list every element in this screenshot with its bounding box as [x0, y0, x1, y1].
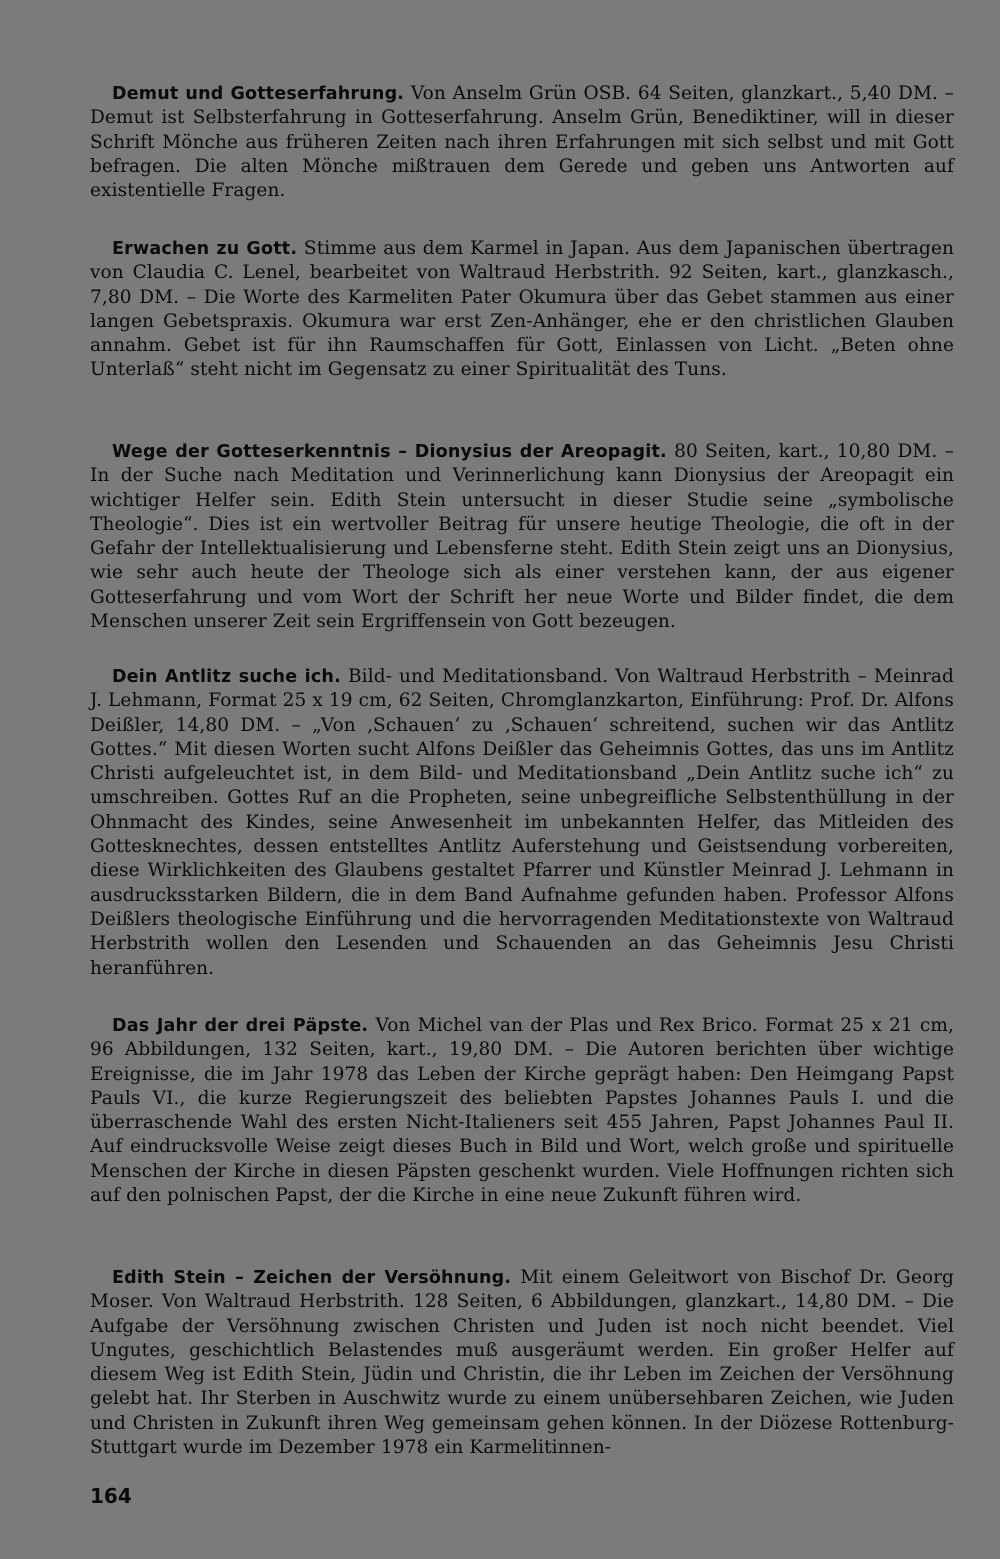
entry-title: Dein Antlitz suche ich. [112, 667, 341, 687]
entry-text: Mit einem Geleitwort von Bischof Dr. Georg Moser. Von Waltraud Herbstrith. 128 Seiten, 6 Abbildungen, glanzkart., 14,80 DM. – Die Aufgabe der Versöhnung zwischen Christen und Juden ist noch nicht beendet. Viel Ungutes, geschichtlich Belastendes muß ausgeräumt werden. Ein großer Helfer auf diesem Weg ist Edith Stein, Jüdin und Christin, die ihr Leben im Zeichen der Versöhnung gelebt hat. Ihr Sterben in Auschwitz wurde zu einem unübersehbaren Zeichen, wie Juden und Christen in Zukunft ihren Weg gemeinsam gehen können. In der Diözese Rottenburg-Stuttgart wurde im Dezember 1978 ein Karmelitinnen- [90, 1267, 954, 1459]
entry-title: Edith Stein – Zeichen der Versöhnung. [112, 1268, 512, 1288]
entry-antlitz [90, 665, 954, 981]
entry-paepste [90, 1014, 954, 1208]
entry-text: Von Michel van der Plas und Rex Brico. Format 25 x 21 cm, 96 Abbildungen, 132 Seiten, kart., 19,80 DM. – Die Autoren berichten über wichtige Ereignisse, die im Jahr 1978 das Leben der Kirche geprägt haben: Den Heimgang Papst Pauls VI., die kurze Regierungszeit des beliebten Papstes Johannes Pauls I. und die überraschende Wahl des ersten Nicht-Italieners seit 455 Jahren, Papst Johannes Paul II. Auf eindrucksvolle Weise zeigt dieses Buch in Bild und Wort, welch große und spirituelle Menschen der Kirche in diesen Päpsten geschenkt wurden. Viele Hoffnungen richten sich auf den polnischen Papst, der die Kirche in eine neue Zukunft führen wird. [90, 1015, 955, 1207]
entry-erwachen [90, 237, 954, 383]
entry-text: 80 Seiten, kart., 10,80 DM. – In der Suche nach Meditation und Verinnerlichung kann Dionysius der Areopagit ein wichtiger Helfer sein. Edith Stein untersucht in dieser Studie seine „symbolische Theologie“. Dies ist ein wertvoller Beitrag für unsere heutige Theologie, die oft in der Gefahr der Intellektualisierung und Lebensferne steht. Edith Stein zeigt uns an Dionysius, wie sehr auch heute der Theologe sich als einer verstehen kann, der aus eigener Gotteserfahrung und vom Wort der Schrift her neue Worte und Bilder findet, die dem Menschen unserer Zeit sein Ergriffensein von Gott bezeugen. [90, 441, 954, 633]
entry-title: Demut und Gotteserfahrung. [112, 84, 405, 104]
entry-title: Wege der Gotteserkenntnis – Dionysius der Areopagit. [112, 442, 667, 462]
entry-edith-stein [90, 1266, 954, 1460]
entry-wege [90, 440, 954, 634]
entry-text: Stimme aus dem Karmel in Japan. Aus dem Japanischen übertragen von Claudia C. Lenel, bearbeitet von Waltraud Herbstrith. 92 Seiten, kart., glanzkasch., 7,80 DM. – Die Worte des Karmeliten Pater Okumura über das Gebet stammen aus einer langen Gebetspraxis. Okumura war erst Zen-Anhänger, ehe er den christlichen Glauben annahm. Gebet ist für ihn Raumschaffen für Gott, Einlassen von Licht. „Beten ohne Unterlaß“ steht nicht im Gegensatz zu einer Spiritualität des Tuns. [90, 238, 955, 381]
page-number: 164 [90, 1484, 132, 1508]
entry-text: Von Anselm Grün OSB. 64 Seiten, glanzkart., 5,40 DM. – Demut ist Selbsterfahrung in Gotteserfahrung. Anselm Grün, Benediktiner, will in dieser Schrift Mönche aus früheren Zeiten nach ihren Erfahrungen mit sich selbst und mit Gott befragen. Die alten Mönche mißtrauen dem Gerede und geben uns Antworten auf existentielle Fragen. [90, 83, 955, 202]
entry-text: Bild- und Meditationsband. Von Waltraud Herbstrith – Meinrad J. Lehmann, Format 25 x 19 cm, 62 Seiten, Chromglanzkarton, Einführung: Prof. Dr. Alfons Deißler, 14,80 DM. – „Von ‚Schauen‘ zu ‚Schauen‘ schreitend, suchen wir das Antlitz Gottes.“ Mit diesen Worten sucht Alfons Deißler das Geheimnis Gottes, das uns im Antlitz Christi aufgeleuchtet ist, in dem Bild- und Meditationsband „Dein Antlitz suche ich“ zu umschreiben. Gottes Ruf an die Propheten, seine unbegreifliche Selbstenthüllung in der Ohnmacht des Kindes, seine Anwesenheit im unbekannten Helfer, das Mitleiden des Gottesknechtes, dessen entstelltes Antlitz Auferstehung und Geistsendung vorbereiten, diese Wirklichkeiten des Glaubens gestaltet Pfarrer und Künstler Meinrad J. Lehmann in ausdrucksstarken Bildern, die in dem Band Aufnahme gefunden haben. Professor Alfons Deißlers theologische Einführung und die hervorragenden Meditationstexte von Waltraud Herbstrith wollen den Lesenden und Schauenden an das Geheimnis Jesu Christi heranführen. [90, 666, 954, 979]
entry-demut [90, 82, 954, 203]
entry-title: Erwachen zu Gott. [112, 239, 298, 259]
entry-title: Das Jahr der drei Päpste. [112, 1016, 369, 1036]
